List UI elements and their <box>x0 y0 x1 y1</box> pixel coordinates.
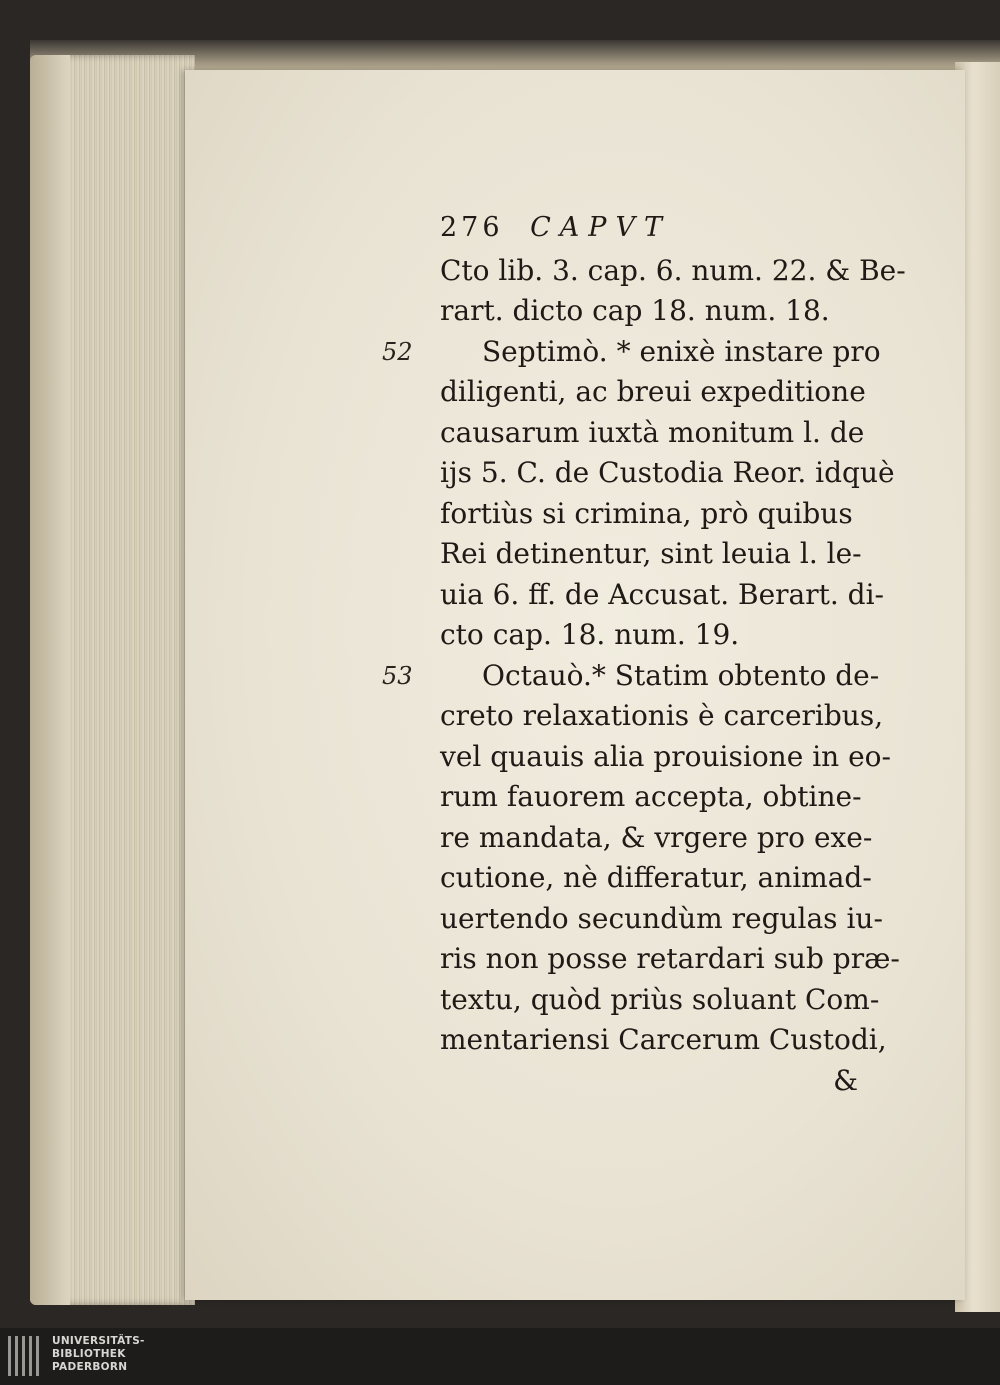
text-line: mentariensi Carcerum Custodi, <box>440 1023 887 1056</box>
text-line: diligenti, ac breui expeditione <box>440 375 866 408</box>
margin-note: 52 <box>382 337 413 366</box>
running-head: CAPVT <box>530 212 671 243</box>
text-line: vel quauis alia prouisione in eo- <box>440 739 891 773</box>
text-line: ijs 5. C. de Custodia Reor. idquè <box>440 456 895 489</box>
footer-bar <box>0 1328 1000 1385</box>
text-line: rum fauorem accepta, obtine- <box>440 780 862 813</box>
margin-note: 53 <box>382 661 413 690</box>
catchword: & <box>833 1063 858 1097</box>
text-line: cutione, nè differatur, animad- <box>440 861 872 894</box>
text-line: rart. dicto cap 18. num. 18. <box>440 294 830 327</box>
logo-line: PADERBORN <box>52 1361 128 1373</box>
text-line: Cto lib. 3. cap. 6. num. 22. & Be- <box>440 253 906 287</box>
text-line: Septimò. * enixè instare pro <box>482 334 881 368</box>
text-line: creto relaxationis è carceribus, <box>440 699 884 732</box>
text-line: Rei detinentur, sint leuia l. le- <box>440 537 862 570</box>
logo-line: UNIVERSITÄTS- <box>52 1335 145 1347</box>
page-text <box>382 208 910 1101</box>
library-logo-text <box>52 1335 145 1374</box>
library-logo-icon <box>8 1336 48 1376</box>
text-line: causarum iuxtà monitum l. de <box>440 415 865 449</box>
text-line: uertendo secundùm regulas iu- <box>440 901 883 935</box>
text-line: ris non posse retardari sub præ- <box>440 942 900 975</box>
text-line: re mandata, & vrgere pro exe- <box>440 820 873 854</box>
text-line: uia 6. ff. de Accusat. Berart. di- <box>440 577 885 611</box>
text-line: fortiùs si crimina, prò quibus <box>440 496 853 530</box>
page-number: 276 <box>440 212 504 243</box>
page-header <box>440 208 910 249</box>
text-line: cto cap. 18. num. 19. <box>440 618 740 651</box>
text-line: Octauò.* Statim obtento de- <box>482 658 880 692</box>
text-line: textu, quòd priùs soluant Com- <box>440 982 880 1016</box>
book-page-edges <box>30 55 195 1305</box>
logo-line: BIBLIOTHEK <box>52 1348 126 1360</box>
